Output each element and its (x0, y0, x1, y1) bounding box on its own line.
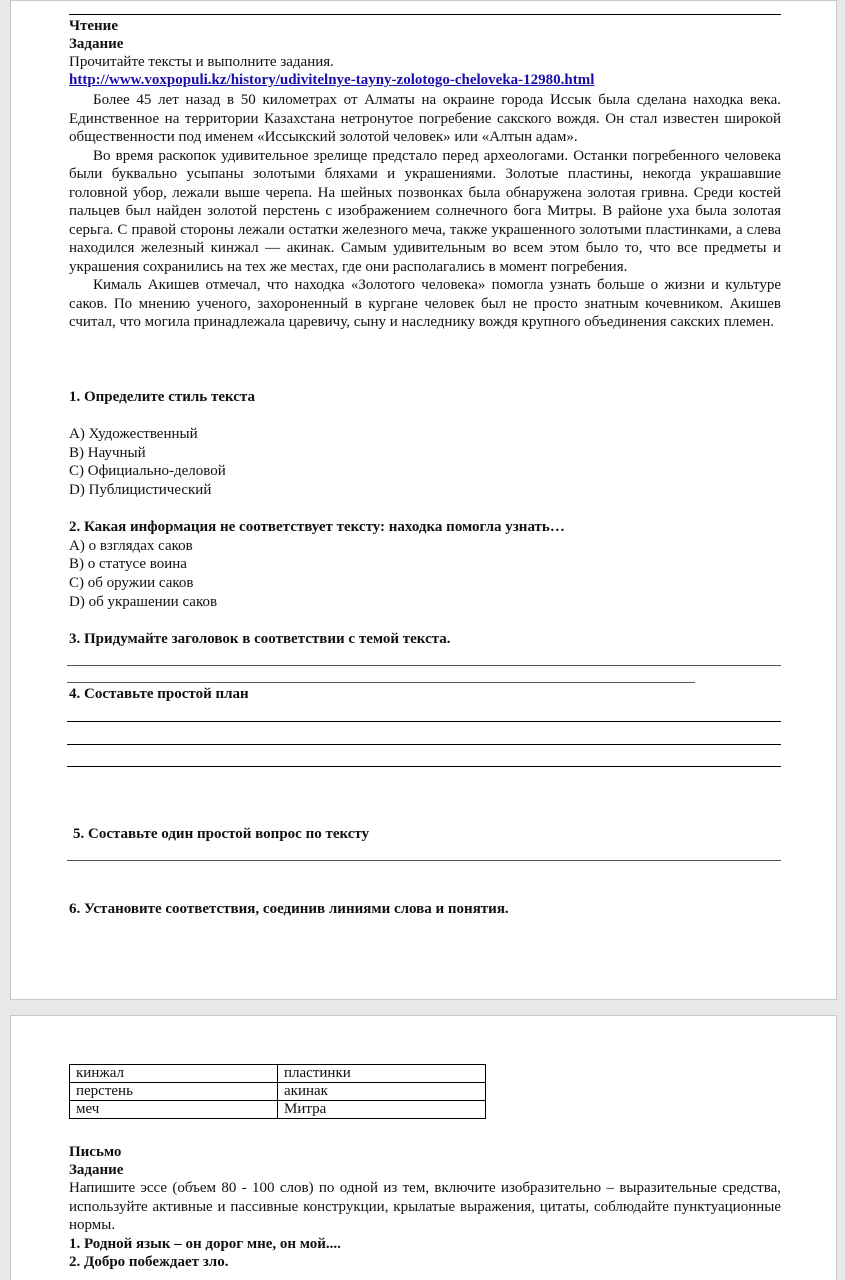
worksheet-page-2 (10, 1015, 837, 1280)
question-2-title: 2. Какая информация не соответствует тексту: находка помогла узнать… (69, 519, 565, 535)
q4-answer-line-3[interactable] (67, 766, 781, 767)
q3-answer-line-1[interactable] (67, 665, 781, 666)
reading-header (69, 17, 781, 89)
q4-answer-line-1[interactable] (67, 721, 781, 722)
writing-section-title: Письмо (69, 1144, 122, 1160)
worksheet-page-1 (10, 0, 837, 1000)
question-4-title: 4. Составьте простой план (69, 686, 249, 702)
q2-option-b: В) о статусе воина (69, 556, 187, 572)
q1-option-c: С) Официально-деловой (69, 463, 226, 479)
reading-instruction: Прочитайте тексты и выполните задания. (69, 54, 334, 70)
question-3-title: 3. Придумайте заголовок в соответствии с темой текста. (69, 631, 451, 647)
table-row (70, 1083, 486, 1101)
q1-option-a: А) Художественный (69, 426, 198, 442)
matching-word: меч (70, 1101, 278, 1119)
q1-option-b: В) Научный (69, 445, 146, 461)
top-divider (69, 14, 781, 15)
q2-option-c: С) об оружии саков (69, 575, 194, 591)
table-row (70, 1065, 486, 1083)
reading-section-title: Чтение (69, 18, 118, 34)
matching-concept: Митра (278, 1101, 486, 1119)
table-row (70, 1101, 486, 1119)
q1-option-d: D) Публицистический (69, 482, 212, 498)
question-6-title: 6. Установите соответствия, соединив линиями слова и понятия. (69, 901, 509, 917)
writing-section (69, 1143, 781, 1271)
q4-answer-line-2[interactable] (67, 744, 781, 745)
q5-answer-line[interactable] (67, 860, 781, 861)
question-1-title: 1. Определите стиль текста (69, 389, 255, 405)
matching-word: кинжал (70, 1065, 278, 1083)
q2-option-d: D) об украшении саков (69, 594, 218, 610)
writing-task-label: Задание (69, 1162, 124, 1178)
question-5-title: 5. Составьте один простой вопрос по тексту (73, 826, 370, 842)
paragraph-3: Кималь Акишев отмечал, что находка «Золотого человека» помогла узнать больше о жизни и культуре саков. По мнению ученого, захороненный в кургане человек был не просто знатным кочевником. Акишев считал, что могила принадлежала царевичу, сыну и наследнику вождя крупного объединения сакских племен. (69, 277, 781, 330)
paragraph-1: Более 45 лет назад в 50 километрах от Алматы на окраине города Иссык была сделана находка века. Единственное на территории Казахстана нетронутое погребение сакского вождя. Он стал известен широкой общественности под именем «Иссыкский золотой человек» или «Алтын адам». (69, 92, 781, 145)
matching-concept: акинак (278, 1083, 486, 1101)
q2-option-a: А) о взглядах саков (69, 538, 193, 554)
reading-task-label: Задание (69, 36, 124, 52)
matching-table (69, 1064, 486, 1119)
essay-topic-2: 2. Добро побеждает зло. (69, 1253, 229, 1270)
matching-concept: пластинки (278, 1065, 486, 1083)
reading-text (69, 91, 781, 332)
q3-answer-line-2[interactable] (67, 682, 695, 683)
writing-instruction: Напишите эссе (объем 80 - 100 слов) по одной из тем, включите изобразительно – выразительные средства, используйте активные и пассивные конструкции, крылатые выражения, цитаты, соблюдайте пунктуационные нормы. (69, 1180, 781, 1233)
matching-word: перстень (70, 1083, 278, 1101)
source-link[interactable]: http://www.voxpopuli.kz/history/udivitelnye-tayny-zolotogo-cheloveka-12980.html (69, 72, 595, 88)
essay-topic-1: 1. Родной язык – он дорог мне, он мой.... (69, 1235, 341, 1252)
paragraph-2: Во время раскопок удивительное зрелище предстало перед археологами. Останки погребенного человека были буквально усыпаны золотыми бляхами и украшениями. Золотые пластины, некогда украшавшие головной убор, лежали выше черепа. На шейных позвонках была обнаружена золотая гривна. Среди костей пальцев был найден золотой перстень с изображением солнечного бога Митры. В районе уха была золотая серьга. С правой стороны лежали остатки железного меча, также украшенного золотыми пластинками, а слева находился железный кинжал — акинак. Самым удивительным во всем этом было то, что все предметы и украшения сохранились на тех же местах, где они располагались в момент погребения. (69, 147, 781, 275)
